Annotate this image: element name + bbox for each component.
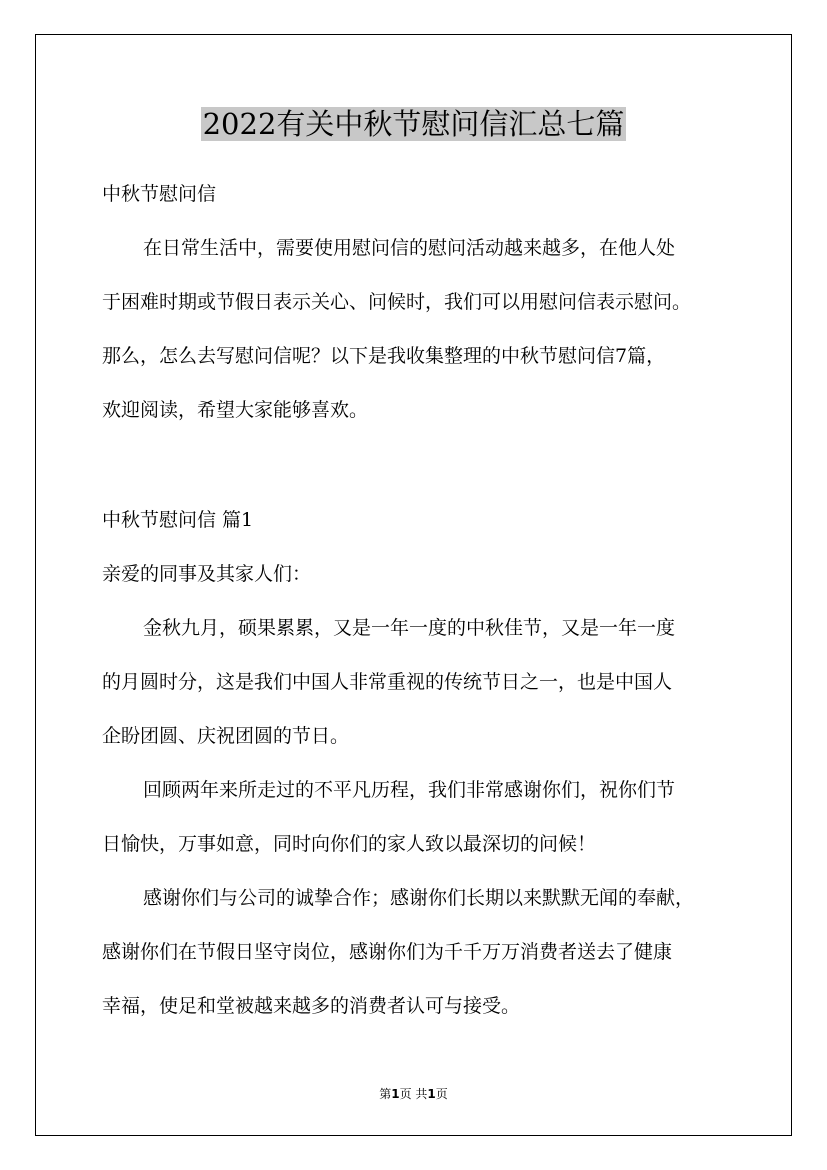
paragraph-line: 那么，怎么去写慰问信呢？以下是我收集整理的中秋节慰问信7篇，	[102, 345, 666, 367]
page-total: 1	[427, 1087, 436, 1101]
paragraph-line: 金秋九月，硕果累累，又是一年一度的中秋佳节，又是一年一度	[143, 617, 676, 639]
paragraph-line: 日愉快，万事如意，同时向你们的家人致以最深切的问候！	[102, 833, 597, 855]
paragraph-line: 的月圆时分，这是我们中国人非常重视的传统节日之一，也是中国人	[102, 671, 673, 693]
paragraph-line: 幸福，使足和堂被越来越多的消费者认可与接受。	[102, 995, 521, 1017]
paragraph-line: 企盼团圆、庆祝团圆的节日。	[102, 725, 350, 747]
paragraph-line: 于困难时期或节假日表示关心、问候时，我们可以用慰问信表示慰问。	[102, 291, 692, 313]
paragraph-line: 感谢你们与公司的诚挚合作；感谢你们长期以来默默无闻的奉献，	[143, 887, 695, 909]
section-heading: 中秋节慰问信	[102, 183, 217, 205]
document-title: 2022有关中秋节慰问信汇总七篇	[202, 107, 625, 141]
paragraph-line: 感谢你们在节假日坚守岗位，感谢你们为千千万万消费者送去了健康	[102, 941, 673, 963]
salutation: 亲爱的同事及其家人们：	[102, 563, 312, 585]
paragraph-line: 欢迎阅读，希望大家能够喜欢。	[102, 399, 369, 421]
paragraph-line: 在日常生活中，需要使用慰问信的慰问活动越来越多，在他人处	[143, 237, 676, 259]
section-heading: 中秋节慰问信 篇1	[102, 509, 254, 531]
paragraph-line: 回顾两年来所走过的不平凡历程，我们非常感谢你们，祝你们节	[143, 779, 676, 801]
page-footer: 第1页 共1页	[379, 1087, 448, 1101]
page-number: 1	[391, 1087, 400, 1101]
